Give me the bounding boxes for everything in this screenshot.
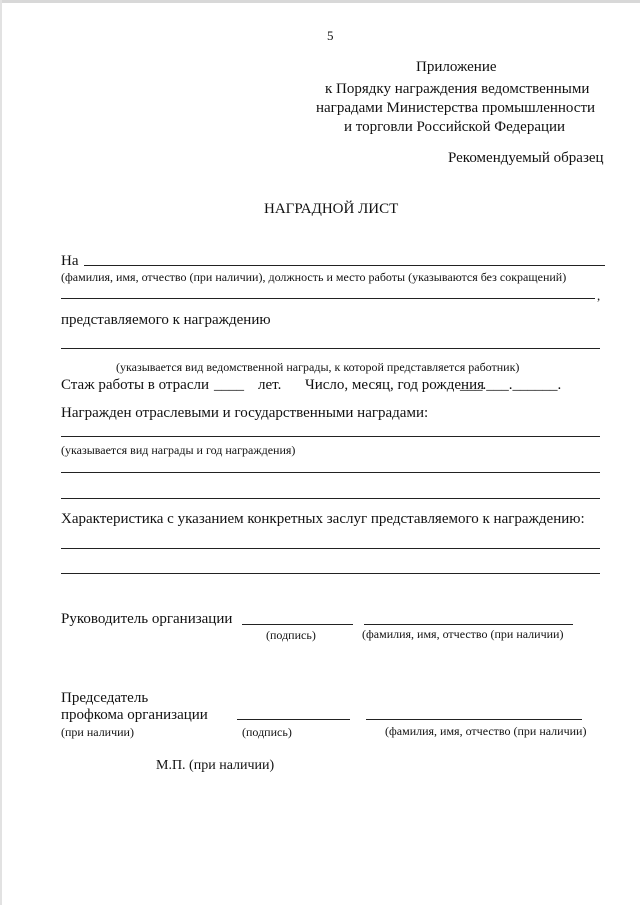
union-name-line[interactable] [366,719,582,720]
sample-label: Рекомендуемый образец [448,150,604,166]
appendix-line-1: к Порядку награждения ведомственными [325,81,590,97]
awarded-label: Награжден отраслевыми и государственными наградами: [61,405,429,421]
awarded-input-line-3[interactable] [61,498,600,499]
awarded-input-line-2[interactable] [61,472,600,473]
form-title: НАГРАДНОЙ ЛИСТ [264,201,399,217]
experience-unit: лет. [258,377,282,393]
characteristic-label: Характеристика с указанием конкретных заслуг представляемого к награждению: [61,511,585,527]
union-label-2: профкома организации [61,707,208,723]
page-top-edge [0,0,640,3]
union-signature-hint: (подпись) [242,725,292,739]
na-hint: (фамилия, имя, отчество (при наличии), должность и место работы (указываются без сокращений) [61,270,567,284]
awarded-hint: (указывается вид награды и год награждения) [61,443,296,457]
union-label-1: Председатель [61,690,149,706]
head-name-line[interactable] [364,624,573,625]
awarded-input-line-1[interactable] [61,436,600,437]
union-label-3: (при наличии) [61,725,134,739]
head-name-hint: (фамилия, имя, отчество (при наличии) [362,627,564,641]
experience-blank[interactable]: ____ [214,377,244,393]
union-name-hint: (фамилия, имя, отчество (при наличии) [385,724,587,738]
head-label: Руководитель организации [61,611,233,627]
appendix-line-3: и торговли Российской Федерации [344,119,566,135]
union-signature-line[interactable] [237,719,350,720]
appendix-line-2: наградами Министерства промышленности [316,100,596,116]
experience-label: Стаж работы в отрасли [61,377,209,393]
page-left-edge [0,0,2,905]
presented-label: представляемого к награждению [61,312,271,328]
characteristic-input-line-2[interactable] [61,573,600,574]
award-input-line[interactable] [61,348,600,349]
na-input-line[interactable] [84,265,605,266]
appendix-title: Приложение [416,59,497,75]
birth-label: Число, месяц, год рождения [305,377,484,393]
na-comma: , [597,288,601,303]
head-signature-hint: (подпись) [266,628,316,642]
na-label: На [61,253,79,269]
page-number: 5 [327,28,334,43]
birth-blank[interactable]: ___.___.______. [460,377,562,393]
seal-label: М.П. (при наличии) [156,758,275,773]
na-input-line-2[interactable] [61,298,595,299]
award-hint: (указывается вид ведомственной награды, к которой представляется работник) [116,360,520,374]
characteristic-input-line-1[interactable] [61,548,600,549]
head-signature-line[interactable] [242,624,353,625]
